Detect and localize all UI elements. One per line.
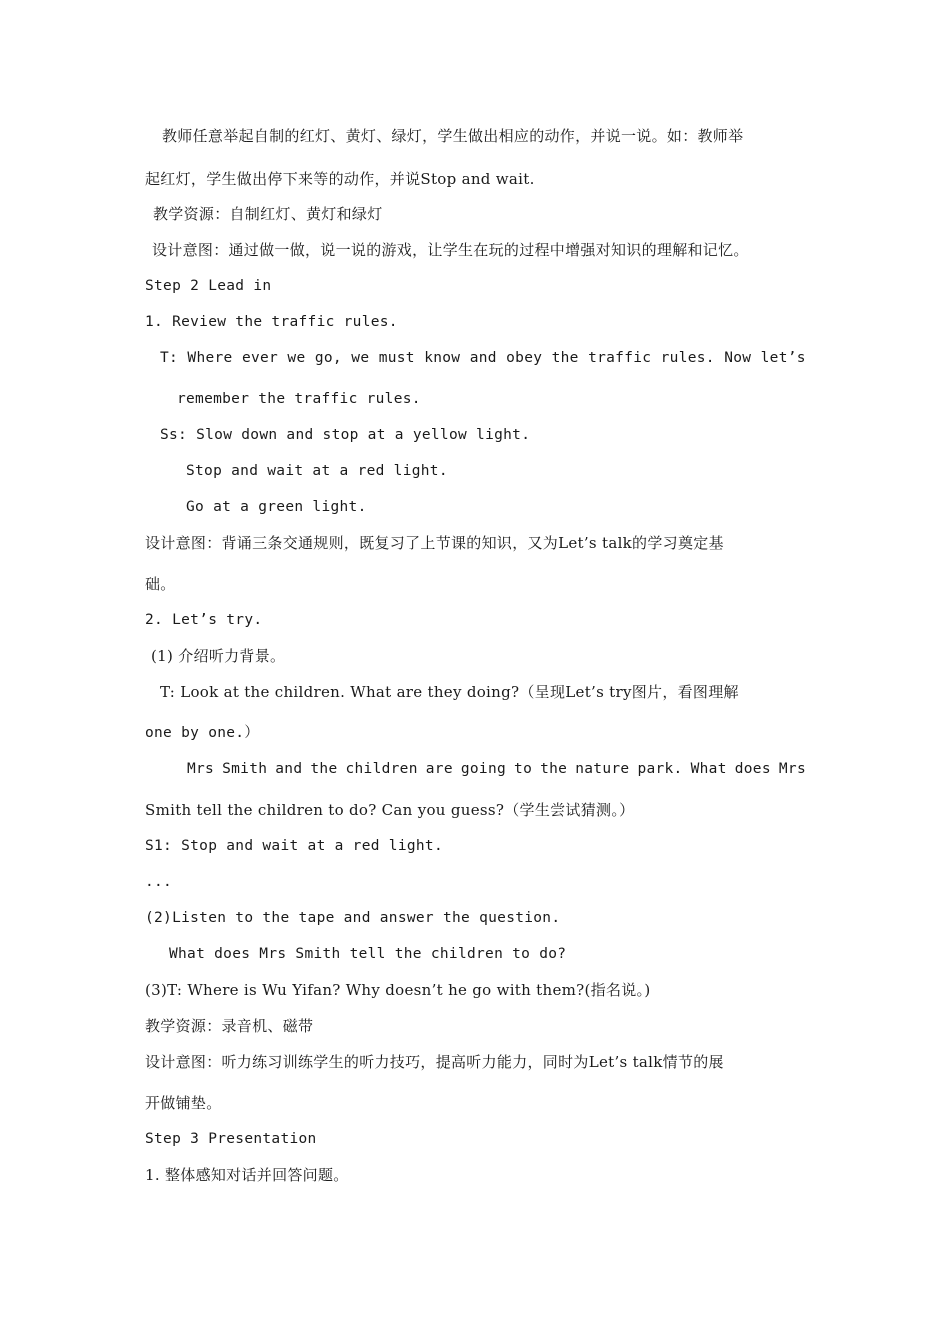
dialogue-line: Stop and wait at a red light. xyxy=(186,463,448,479)
sub-item: (1) 介绍听力背景。 xyxy=(151,647,286,665)
word: children xyxy=(345,761,418,777)
word: we xyxy=(287,350,306,366)
question-line: What does Mrs Smith tell the children to do? xyxy=(169,946,567,962)
word: What xyxy=(690,761,727,777)
word: Smith xyxy=(222,761,268,777)
word: know xyxy=(424,350,461,366)
word: let’s xyxy=(760,350,806,366)
word: does xyxy=(734,761,771,777)
dialogue-line: Ss: Slow down and stop at a yellow light. xyxy=(160,427,531,443)
word: are xyxy=(425,761,453,777)
design-intent-line: 设计意图：听力练习训练学生的听力技巧，提高听力能力，同时为Let’s talk情节的展 xyxy=(145,1053,724,1071)
paragraph-line: 教师任意举起自制的红灯、黄灯、绿灯，学生做出相应的动作，并说一说。如：教师举 xyxy=(162,127,744,145)
step-heading: Step 2 Lead in xyxy=(145,278,272,294)
dialogue-line-justified xyxy=(160,348,806,368)
step-heading: Step 3 Presentation xyxy=(145,1131,317,1147)
word: rules. xyxy=(660,350,715,366)
list-item: 2. Let’s try. xyxy=(145,612,263,628)
design-intent-line: 设计意图：通过做一做，说一说的游戏，让学生在玩的过程中增强对知识的理解和记忆。 xyxy=(152,241,749,259)
word: going xyxy=(460,761,507,777)
ellipsis: ... xyxy=(145,874,173,890)
dialogue-line: S1: Stop and wait at a red light. xyxy=(145,838,443,854)
sub-item: (2)Listen to the tape and answer the question. xyxy=(145,910,561,926)
word: Mrs xyxy=(778,761,806,777)
paragraph-line: 础。 xyxy=(145,575,176,593)
list-item: 1. Review the traffic rules. xyxy=(145,314,398,330)
word: and xyxy=(275,761,303,777)
word: Mrs xyxy=(187,761,215,777)
word: we xyxy=(351,350,370,366)
word: nature xyxy=(575,761,630,777)
word: go, xyxy=(314,350,342,366)
word: the xyxy=(310,761,338,777)
word: ever xyxy=(241,350,279,366)
word: traffic xyxy=(588,350,652,366)
sub-item: (3)T: Where is Wu Yifan? Why doesn’t he go with them?(指名说。) xyxy=(145,981,651,999)
word: park. xyxy=(637,761,683,777)
word: Where xyxy=(187,350,233,366)
word: obey xyxy=(506,350,543,366)
dialogue-line: one by one.） xyxy=(145,725,260,741)
list-item: 1. 整体感知对话并回答问题。 xyxy=(145,1166,349,1184)
paragraph-line: 开做铺垫。 xyxy=(145,1094,222,1112)
dialogue-line: Go at a green light. xyxy=(186,499,367,515)
paragraph-line: 起红灯，学生做出停下来等的动作，并说Stop and wait. xyxy=(145,170,535,188)
resource-line: 教学资源：自制红灯、黄灯和绿灯 xyxy=(153,205,383,223)
word: the xyxy=(551,350,579,366)
resource-line: 教学资源：录音机、磁带 xyxy=(145,1017,314,1035)
word: must xyxy=(378,350,415,366)
design-intent-line: 设计意图：背诵三条交通规则，既复习了上节课的知识，又为Let’s talk的学习奠定基 xyxy=(145,534,724,552)
word: T: xyxy=(160,350,179,366)
dialogue-line: Smith tell the children to do? Can you guess?（学生尝试猜测。） xyxy=(145,801,635,819)
dialogue-line-justified xyxy=(187,759,806,779)
dialogue-line: T: Look at the children. What are they doing?（呈现Let’s try图片，看图理解 xyxy=(160,683,739,701)
word: the xyxy=(540,761,568,777)
word: and xyxy=(469,350,497,366)
word: to xyxy=(514,761,533,777)
word: Now xyxy=(724,350,752,366)
dialogue-line: remember the traffic rules. xyxy=(177,391,421,407)
